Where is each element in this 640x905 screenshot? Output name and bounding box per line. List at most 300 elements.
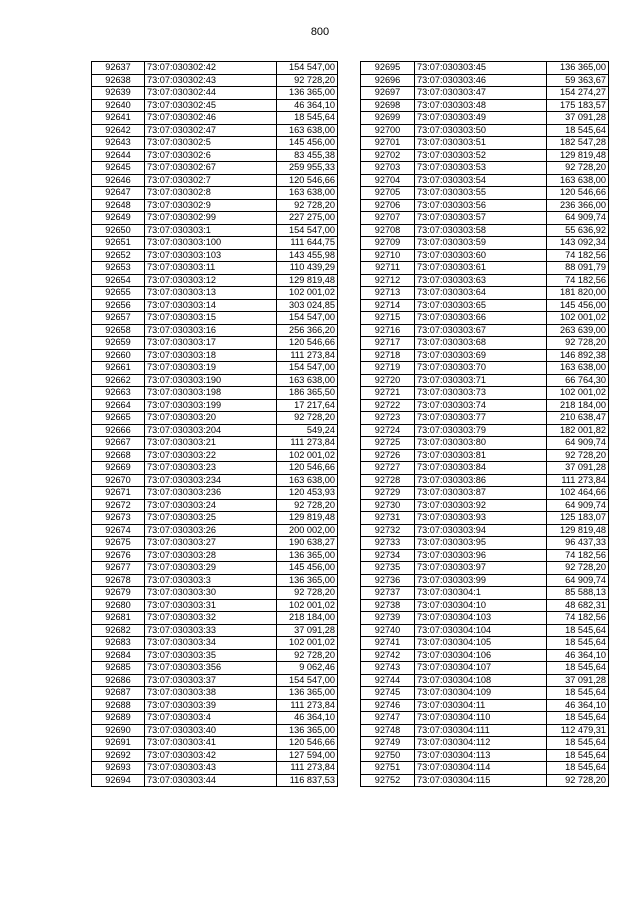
row-number: 92728 <box>361 474 415 487</box>
cadastral-number: 73:07:030303:61 <box>415 262 547 275</box>
row-number: 92659 <box>92 337 145 350</box>
table-row <box>92 737 338 750</box>
row-number: 92657 <box>92 312 145 325</box>
row-number: 92712 <box>361 274 415 287</box>
row-number: 92637 <box>92 62 145 75</box>
cadastral-number: 73:07:030303:97 <box>415 562 547 575</box>
cadastral-value: 136 365,00 <box>277 687 338 700</box>
table-row <box>361 262 609 275</box>
row-number: 92743 <box>361 662 415 675</box>
row-number: 92688 <box>92 699 145 712</box>
cadastral-value: 145 456,00 <box>277 562 338 575</box>
cadastral-value: 92 728,20 <box>277 74 338 87</box>
cadastral-number: 73:07:030302:5 <box>145 137 277 150</box>
cadastral-number: 73:07:030303:42 <box>145 749 277 762</box>
table-row <box>361 374 609 387</box>
row-number: 92669 <box>92 462 145 475</box>
cadastral-value: 9 062,46 <box>277 662 338 675</box>
row-number: 92748 <box>361 724 415 737</box>
cadastral-value: 186 365,50 <box>277 387 338 400</box>
cadastral-value: 92 728,20 <box>547 562 609 575</box>
cadastral-number: 73:07:030302:6 <box>145 149 277 162</box>
row-number: 92678 <box>92 574 145 587</box>
cadastral-value: 102 001,02 <box>547 387 609 400</box>
table-row <box>361 337 609 350</box>
table-row <box>361 612 609 625</box>
cadastral-value: 163 638,00 <box>277 187 338 200</box>
cadastral-table-right <box>360 61 609 787</box>
table-row <box>92 574 338 587</box>
cadastral-value: 66 764,30 <box>547 374 609 387</box>
row-number: 92710 <box>361 249 415 262</box>
cadastral-number: 73:07:030303:49 <box>415 112 547 125</box>
row-number: 92686 <box>92 674 145 687</box>
cadastral-number: 73:07:030303:13 <box>145 287 277 300</box>
cadastral-value: 48 682,31 <box>547 599 609 612</box>
row-number: 92679 <box>92 587 145 600</box>
cadastral-number: 73:07:030303:67 <box>415 324 547 337</box>
row-number: 92736 <box>361 574 415 587</box>
table-row <box>92 674 338 687</box>
row-number: 92732 <box>361 524 415 537</box>
cadastral-value: 154 547,00 <box>277 674 338 687</box>
table-row <box>361 362 609 375</box>
cadastral-number: 73:07:030302:45 <box>145 99 277 112</box>
row-number: 92713 <box>361 287 415 300</box>
cadastral-number: 73:07:030303:51 <box>415 137 547 150</box>
cadastral-number: 73:07:030303:356 <box>145 662 277 675</box>
cadastral-value: 111 273,84 <box>547 474 609 487</box>
row-number: 92699 <box>361 112 415 125</box>
table-row <box>92 262 338 275</box>
table-row <box>361 62 609 75</box>
cadastral-value: 182 547,28 <box>547 137 609 150</box>
cadastral-value: 85 588,13 <box>547 587 609 600</box>
cadastral-number: 73:07:030303:12 <box>145 274 277 287</box>
cadastral-number: 73:07:030303:46 <box>415 74 547 87</box>
cadastral-number: 73:07:030303:64 <box>415 287 547 300</box>
cadastral-value: 210 638,47 <box>547 412 609 425</box>
row-number: 92726 <box>361 449 415 462</box>
cadastral-value: 110 439,29 <box>277 262 338 275</box>
cadastral-value: 18 545,64 <box>547 124 609 137</box>
row-number: 92653 <box>92 262 145 275</box>
table-row <box>361 249 609 262</box>
cadastral-number: 73:07:030304:110 <box>415 712 547 725</box>
cadastral-number: 73:07:030303:94 <box>415 524 547 537</box>
table-row <box>361 712 609 725</box>
table-row <box>361 737 609 750</box>
cadastral-number: 73:07:030303:236 <box>145 487 277 500</box>
table-row <box>92 462 338 475</box>
row-number: 92723 <box>361 412 415 425</box>
cadastral-value: 18 545,64 <box>547 712 609 725</box>
cadastral-number: 73:07:030304:108 <box>415 674 547 687</box>
cadastral-number: 73:07:030303:43 <box>145 762 277 775</box>
row-number: 92696 <box>361 74 415 87</box>
table-row <box>361 424 609 437</box>
cadastral-number: 73:07:030303:80 <box>415 437 547 450</box>
table-row <box>92 762 338 775</box>
cadastral-value: 18 545,64 <box>277 112 338 125</box>
cadastral-number: 73:07:030303:58 <box>415 224 547 237</box>
table-row <box>361 749 609 762</box>
cadastral-value: 92 728,20 <box>547 162 609 175</box>
cadastral-number: 73:07:030303:4 <box>145 712 277 725</box>
row-number: 92704 <box>361 174 415 187</box>
table-row <box>92 287 338 300</box>
table-row <box>361 299 609 312</box>
cadastral-number: 73:07:030303:26 <box>145 524 277 537</box>
cadastral-number: 73:07:030303:68 <box>415 337 547 350</box>
cadastral-value: 64 909,74 <box>547 212 609 225</box>
table-row <box>361 474 609 487</box>
cadastral-number: 73:07:030303:30 <box>145 587 277 600</box>
cadastral-number: 73:07:030303:65 <box>415 299 547 312</box>
cadastral-value: 102 001,02 <box>277 599 338 612</box>
table-row <box>92 324 338 337</box>
table-row <box>361 449 609 462</box>
table-row <box>361 174 609 187</box>
table-row <box>361 762 609 775</box>
table-row <box>361 549 609 562</box>
row-number: 92644 <box>92 149 145 162</box>
cadastral-value: 181 820,00 <box>547 287 609 300</box>
cadastral-number: 73:07:030302:99 <box>145 212 277 225</box>
table-row <box>92 499 338 512</box>
table-row <box>92 437 338 450</box>
row-number: 92663 <box>92 387 145 400</box>
table-row <box>361 274 609 287</box>
table-row <box>92 62 338 75</box>
row-number: 92673 <box>92 512 145 525</box>
cadastral-value: 18 545,64 <box>547 687 609 700</box>
row-number: 92639 <box>92 87 145 100</box>
cadastral-value: 163 638,00 <box>277 124 338 137</box>
cadastral-value: 129 819,48 <box>547 524 609 537</box>
row-number: 92640 <box>92 99 145 112</box>
cadastral-number: 73:07:030302:47 <box>145 124 277 137</box>
cadastral-number: 73:07:030303:16 <box>145 324 277 337</box>
cadastral-value: 154 547,00 <box>277 62 338 75</box>
row-number: 92693 <box>92 762 145 775</box>
cadastral-value: 129 819,48 <box>277 274 338 287</box>
row-number: 92680 <box>92 599 145 612</box>
cadastral-number: 73:07:030302:46 <box>145 112 277 125</box>
table-row <box>92 237 338 250</box>
row-number: 92672 <box>92 499 145 512</box>
table-row <box>92 387 338 400</box>
cadastral-number: 73:07:030303:50 <box>415 124 547 137</box>
table-row <box>92 449 338 462</box>
row-number: 92734 <box>361 549 415 562</box>
cadastral-value: 120 546,66 <box>277 462 338 475</box>
table-row <box>361 512 609 525</box>
cadastral-number: 73:07:030304:109 <box>415 687 547 700</box>
row-number: 92749 <box>361 737 415 750</box>
cadastral-number: 73:07:030304:105 <box>415 637 547 650</box>
row-number: 92665 <box>92 412 145 425</box>
cadastral-number: 73:07:030303:86 <box>415 474 547 487</box>
cadastral-value: 129 819,48 <box>277 512 338 525</box>
row-number: 92701 <box>361 137 415 150</box>
cadastral-number: 73:07:030303:3 <box>145 574 277 587</box>
table-row <box>361 674 609 687</box>
cadastral-value: 136 365,00 <box>277 549 338 562</box>
row-number: 92700 <box>361 124 415 137</box>
table-row <box>92 774 338 787</box>
table-row <box>92 399 338 412</box>
cadastral-value: 74 182,56 <box>547 612 609 625</box>
cadastral-value: 218 184,00 <box>547 399 609 412</box>
row-number: 92698 <box>361 99 415 112</box>
cadastral-number: 73:07:030303:103 <box>145 249 277 262</box>
table-row <box>92 712 338 725</box>
table-row <box>361 587 609 600</box>
table-row <box>92 212 338 225</box>
cadastral-value: 136 365,00 <box>277 87 338 100</box>
table-row <box>92 749 338 762</box>
row-number: 92721 <box>361 387 415 400</box>
cadastral-value: 549,24 <box>277 424 338 437</box>
row-number: 92684 <box>92 649 145 662</box>
row-number: 92690 <box>92 724 145 737</box>
cadastral-value: 92 728,20 <box>277 199 338 212</box>
table-row <box>92 612 338 625</box>
cadastral-number: 73:07:030302:44 <box>145 87 277 100</box>
cadastral-value: 136 365,00 <box>277 724 338 737</box>
row-number: 92658 <box>92 324 145 337</box>
table-row <box>92 99 338 112</box>
table-row <box>361 387 609 400</box>
row-number: 92674 <box>92 524 145 537</box>
cadastral-value: 92 728,20 <box>277 499 338 512</box>
cadastral-number: 73:07:030303:95 <box>415 537 547 550</box>
row-number: 92708 <box>361 224 415 237</box>
cadastral-number: 73:07:030303:93 <box>415 512 547 525</box>
cadastral-number: 73:07:030303:1 <box>145 224 277 237</box>
row-number: 92739 <box>361 612 415 625</box>
row-number: 92681 <box>92 612 145 625</box>
row-number: 92744 <box>361 674 415 687</box>
cadastral-number: 73:07:030303:14 <box>145 299 277 312</box>
cadastral-value: 64 909,74 <box>547 437 609 450</box>
table-row <box>361 187 609 200</box>
cadastral-number: 73:07:030303:84 <box>415 462 547 475</box>
cadastral-number: 73:07:030303:87 <box>415 487 547 500</box>
table-row <box>361 237 609 250</box>
table-row <box>361 212 609 225</box>
table-row <box>92 412 338 425</box>
cadastral-number: 73:07:030304:11 <box>415 699 547 712</box>
cadastral-value: 236 366,00 <box>547 199 609 212</box>
cadastral-value: 88 091,79 <box>547 262 609 275</box>
cadastral-value: 111 644,75 <box>277 237 338 250</box>
table-row <box>92 599 338 612</box>
cadastral-value: 92 728,20 <box>547 337 609 350</box>
table-row <box>92 537 338 550</box>
row-number: 92706 <box>361 199 415 212</box>
cadastral-number: 73:07:030303:48 <box>415 99 547 112</box>
cadastral-value: 92 728,20 <box>277 412 338 425</box>
cadastral-value: 46 364,10 <box>277 712 338 725</box>
cadastral-value: 175 183,57 <box>547 99 609 112</box>
table-row <box>92 137 338 150</box>
cadastral-number: 73:07:030303:199 <box>145 399 277 412</box>
row-number: 92638 <box>92 74 145 87</box>
cadastral-value: 154 274,27 <box>547 87 609 100</box>
cadastral-number: 73:07:030303:198 <box>145 387 277 400</box>
row-number: 92692 <box>92 749 145 762</box>
cadastral-value: 92 728,20 <box>277 649 338 662</box>
row-number: 92652 <box>92 249 145 262</box>
table-row <box>361 74 609 87</box>
table-row <box>92 149 338 162</box>
table-row <box>92 624 338 637</box>
table-row <box>92 274 338 287</box>
row-number: 92649 <box>92 212 145 225</box>
cadastral-number: 73:07:030302:42 <box>145 62 277 75</box>
row-number: 92731 <box>361 512 415 525</box>
cadastral-table-left <box>91 61 338 787</box>
row-number: 92660 <box>92 349 145 362</box>
cadastral-value: 143 092,34 <box>547 237 609 250</box>
cadastral-number: 73:07:030303:53 <box>415 162 547 175</box>
cadastral-value: 18 545,64 <box>547 662 609 675</box>
table-row <box>361 649 609 662</box>
table-row <box>361 224 609 237</box>
cadastral-number: 73:07:030303:47 <box>415 87 547 100</box>
row-number: 92655 <box>92 287 145 300</box>
row-number: 92752 <box>361 774 415 787</box>
cadastral-value: 136 365,00 <box>277 574 338 587</box>
row-number: 92733 <box>361 537 415 550</box>
table-row <box>92 637 338 650</box>
table-row <box>361 437 609 450</box>
cadastral-value: 102 001,02 <box>547 312 609 325</box>
table-row <box>92 662 338 675</box>
row-number: 92711 <box>361 262 415 275</box>
table-row <box>92 249 338 262</box>
cadastral-number: 73:07:030303:54 <box>415 174 547 187</box>
row-number: 92742 <box>361 649 415 662</box>
cadastral-number: 73:07:030303:29 <box>145 562 277 575</box>
row-number: 92687 <box>92 687 145 700</box>
cadastral-number: 73:07:030304:10 <box>415 599 547 612</box>
table-row <box>92 474 338 487</box>
table-row <box>92 374 338 387</box>
cadastral-number: 73:07:030303:234 <box>145 474 277 487</box>
cadastral-value: 200 002,00 <box>277 524 338 537</box>
row-number: 92642 <box>92 124 145 137</box>
row-number: 92695 <box>361 62 415 75</box>
row-number: 92646 <box>92 174 145 187</box>
cadastral-value: 256 366,20 <box>277 324 338 337</box>
cadastral-value: 111 273,84 <box>277 437 338 450</box>
cadastral-value: 18 545,64 <box>547 624 609 637</box>
table-row <box>92 362 338 375</box>
cadastral-number: 73:07:030303:77 <box>415 412 547 425</box>
row-number: 92656 <box>92 299 145 312</box>
cadastral-number: 73:07:030303:100 <box>145 237 277 250</box>
cadastral-value: 37 091,28 <box>547 112 609 125</box>
cadastral-number: 73:07:030303:81 <box>415 449 547 462</box>
table-row <box>92 162 338 175</box>
cadastral-value: 129 819,48 <box>547 149 609 162</box>
cadastral-number: 73:07:030303:59 <box>415 237 547 250</box>
cadastral-value: 190 638,27 <box>277 537 338 550</box>
cadastral-number: 73:07:030303:15 <box>145 312 277 325</box>
row-number: 92715 <box>361 312 415 325</box>
cadastral-number: 73:07:030304:106 <box>415 649 547 662</box>
table-row <box>361 662 609 675</box>
row-number: 92741 <box>361 637 415 650</box>
cadastral-value: 154 547,00 <box>277 362 338 375</box>
table-row <box>361 324 609 337</box>
cadastral-number: 73:07:030303:96 <box>415 549 547 562</box>
cadastral-number: 73:07:030303:66 <box>415 312 547 325</box>
cadastral-value: 112 479,31 <box>547 724 609 737</box>
table-row <box>92 724 338 737</box>
cadastral-number: 73:07:030303:25 <box>145 512 277 525</box>
cadastral-value: 143 455,98 <box>277 249 338 262</box>
table-row <box>361 687 609 700</box>
cadastral-value: 64 909,74 <box>547 499 609 512</box>
row-number: 92689 <box>92 712 145 725</box>
table-row <box>361 574 609 587</box>
table-row <box>361 599 609 612</box>
table-row <box>361 774 609 787</box>
row-number: 92691 <box>92 737 145 750</box>
table-row <box>92 687 338 700</box>
table-row <box>361 287 609 300</box>
row-number: 92683 <box>92 637 145 650</box>
table-row <box>92 649 338 662</box>
cadastral-number: 73:07:030303:79 <box>415 424 547 437</box>
cadastral-value: 46 364,10 <box>277 99 338 112</box>
cadastral-number: 73:07:030303:190 <box>145 374 277 387</box>
table-row <box>361 87 609 100</box>
row-number: 92662 <box>92 374 145 387</box>
row-number: 92738 <box>361 599 415 612</box>
cadastral-value: 102 001,02 <box>277 449 338 462</box>
row-number: 92705 <box>361 187 415 200</box>
row-number: 92668 <box>92 449 145 462</box>
row-number: 92675 <box>92 537 145 550</box>
cadastral-number: 73:07:030303:56 <box>415 199 547 212</box>
table-row <box>361 537 609 550</box>
row-number: 92667 <box>92 437 145 450</box>
row-number: 92661 <box>92 362 145 375</box>
table-row <box>361 349 609 362</box>
page-number: 800 <box>310 26 330 38</box>
row-number: 92720 <box>361 374 415 387</box>
cadastral-number: 73:07:030303:18 <box>145 349 277 362</box>
row-number: 92747 <box>361 712 415 725</box>
cadastral-value: 92 728,20 <box>547 449 609 462</box>
cadastral-value: 111 273,84 <box>277 349 338 362</box>
row-number: 92709 <box>361 237 415 250</box>
cadastral-value: 37 091,28 <box>547 462 609 475</box>
cadastral-number: 73:07:030302:7 <box>145 174 277 187</box>
table-row <box>361 99 609 112</box>
row-number: 92697 <box>361 87 415 100</box>
cadastral-value: 59 363,67 <box>547 74 609 87</box>
row-number: 92648 <box>92 199 145 212</box>
cadastral-value: 154 547,00 <box>277 224 338 237</box>
row-number: 92745 <box>361 687 415 700</box>
cadastral-value: 74 182,56 <box>547 549 609 562</box>
